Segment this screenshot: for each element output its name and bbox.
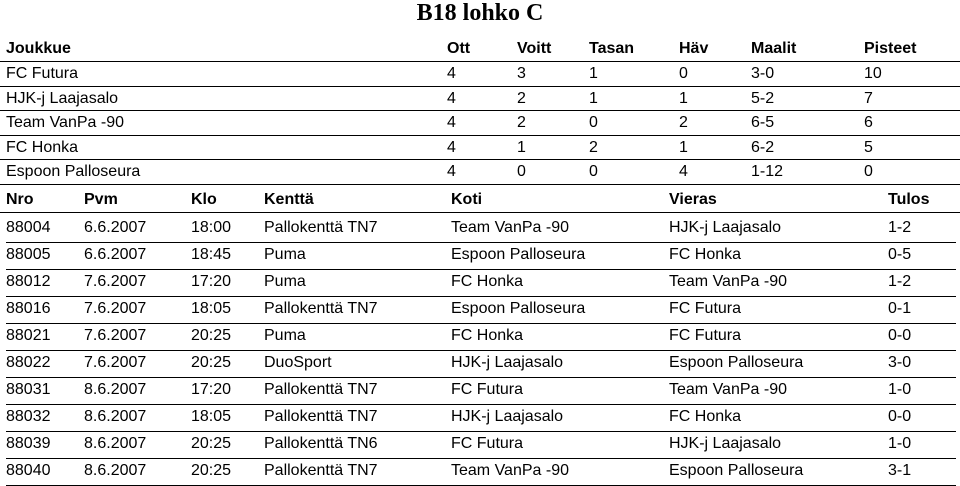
header-number: Nro xyxy=(6,191,34,208)
cell-points: 7 xyxy=(864,89,873,107)
header-time: Klo xyxy=(191,191,217,208)
cell-number: 88039 xyxy=(6,435,51,452)
cell-number: 88022 xyxy=(6,354,51,371)
cell-away: Espoon Palloseura xyxy=(669,354,804,371)
cell-home: Espoon Palloseura xyxy=(451,246,586,263)
table-row xyxy=(0,270,960,294)
cell-time: 20:25 xyxy=(191,327,232,344)
table-row xyxy=(0,111,960,135)
cell-time: 18:05 xyxy=(191,300,232,317)
cell-field: Pallokenttä TN7 xyxy=(264,300,378,317)
cell-team: Espoon Palloseura xyxy=(6,163,141,181)
cell-team: HJK-j Laajasalo xyxy=(6,89,119,107)
cell-number: 88040 xyxy=(6,462,51,479)
cell-wins: 1 xyxy=(517,138,526,156)
cell-draws: 0 xyxy=(589,114,598,132)
cell-played: 4 xyxy=(447,138,456,156)
cell-goals: 6-2 xyxy=(751,138,775,156)
cell-result: 0-5 xyxy=(888,246,912,263)
cell-losses: 4 xyxy=(679,163,688,181)
row-divider xyxy=(0,184,960,185)
cell-home: HJK-j Laajasalo xyxy=(451,408,564,425)
cell-time: 17:20 xyxy=(191,273,232,290)
cell-result: 1-2 xyxy=(888,219,912,236)
cell-field: Pallokenttä TN7 xyxy=(264,462,378,479)
cell-away: FC Honka xyxy=(669,246,742,263)
table-row xyxy=(0,351,960,375)
cell-played: 4 xyxy=(447,65,456,82)
cell-points: 10 xyxy=(864,65,882,82)
cell-draws: 1 xyxy=(589,89,598,107)
cell-wins: 2 xyxy=(517,89,526,107)
cell-goals: 5-2 xyxy=(751,89,775,107)
cell-home: Team VanPa -90 xyxy=(451,219,569,236)
cell-time: 20:25 xyxy=(191,435,232,452)
cell-wins: 3 xyxy=(517,65,526,82)
header-losses: Häv xyxy=(679,40,709,57)
cell-date: 7.6.2007 xyxy=(84,300,147,317)
cell-points: 6 xyxy=(864,114,873,132)
cell-time: 17:20 xyxy=(191,381,232,398)
cell-result: 0-0 xyxy=(888,327,912,344)
cell-goals: 1-12 xyxy=(751,163,784,181)
cell-team: FC Futura xyxy=(6,65,79,82)
cell-wins: 0 xyxy=(517,163,526,181)
cell-result: 3-1 xyxy=(888,462,912,479)
cell-time: 18:00 xyxy=(191,219,232,236)
cell-home: Espoon Palloseura xyxy=(451,300,586,317)
cell-number: 88016 xyxy=(6,300,51,317)
cell-date: 7.6.2007 xyxy=(84,273,147,290)
cell-away: HJK-j Laajasalo xyxy=(669,435,782,452)
cell-losses: 1 xyxy=(679,138,688,156)
cell-field: Pallokenttä TN7 xyxy=(264,381,378,398)
cell-result: 1-0 xyxy=(888,381,912,398)
cell-home: FC Futura xyxy=(451,381,524,398)
cell-wins: 2 xyxy=(517,114,526,132)
table-row xyxy=(0,87,960,111)
cell-result: 0-0 xyxy=(888,408,912,425)
cell-home: HJK-j Laajasalo xyxy=(451,354,564,371)
cell-home: FC Honka xyxy=(451,273,524,290)
cell-time: 18:45 xyxy=(191,246,232,263)
header-played: Ott xyxy=(447,40,471,57)
cell-number: 88032 xyxy=(6,408,51,425)
cell-played: 4 xyxy=(447,114,456,132)
cell-time: 20:25 xyxy=(191,462,232,479)
table-row xyxy=(0,62,960,86)
cell-home: FC Honka xyxy=(451,327,524,344)
cell-field: Pallokenttä TN7 xyxy=(264,219,378,236)
cell-time: 18:05 xyxy=(191,408,232,425)
cell-played: 4 xyxy=(447,163,456,181)
header-wins: Voitt xyxy=(517,40,552,57)
cell-away: Espoon Palloseura xyxy=(669,462,804,479)
cell-number: 88012 xyxy=(6,273,51,290)
cell-away: FC Honka xyxy=(669,408,742,425)
cell-played: 4 xyxy=(447,89,456,107)
cell-date: 7.6.2007 xyxy=(84,327,147,344)
header-goals: Maalit xyxy=(751,40,797,57)
cell-draws: 2 xyxy=(589,138,598,156)
cell-field: Puma xyxy=(264,246,306,263)
cell-away: Team VanPa -90 xyxy=(669,381,787,398)
table-row xyxy=(0,324,960,348)
table-row xyxy=(0,459,960,483)
cell-number: 88021 xyxy=(6,327,51,344)
cell-field: Puma xyxy=(264,327,306,344)
cell-draws: 1 xyxy=(589,65,598,82)
cell-losses: 2 xyxy=(679,114,688,132)
page-title: B18 lohko C xyxy=(416,0,544,26)
table-row xyxy=(0,136,960,160)
cell-team: FC Honka xyxy=(6,138,79,156)
matches-header xyxy=(0,188,960,212)
cell-field: DuoSport xyxy=(264,354,332,371)
cell-goals: 6-5 xyxy=(751,114,775,132)
cell-goals: 3-0 xyxy=(751,65,775,82)
cell-date: 8.6.2007 xyxy=(84,462,147,479)
cell-draws: 0 xyxy=(589,163,598,181)
cell-points: 5 xyxy=(864,138,873,156)
cell-field: Pallokenttä TN7 xyxy=(264,408,378,425)
table-row xyxy=(0,405,960,429)
cell-date: 7.6.2007 xyxy=(84,354,147,371)
table-row xyxy=(0,378,960,402)
cell-date: 8.6.2007 xyxy=(84,381,147,398)
cell-date: 8.6.2007 xyxy=(84,408,147,425)
cell-time: 20:25 xyxy=(191,354,232,371)
table-row xyxy=(0,243,960,267)
header-field: Kenttä xyxy=(264,191,314,208)
cell-losses: 0 xyxy=(679,65,688,82)
cell-date: 8.6.2007 xyxy=(84,435,147,452)
cell-home: FC Futura xyxy=(451,435,524,452)
cell-away: FC Futura xyxy=(669,327,742,344)
cell-result: 3-0 xyxy=(888,354,912,371)
header-home: Koti xyxy=(451,191,483,208)
cell-field: Pallokenttä TN6 xyxy=(264,435,378,452)
cell-number: 88004 xyxy=(6,219,51,236)
header-away: Vieras xyxy=(669,191,717,208)
cell-away: FC Futura xyxy=(669,300,742,317)
cell-away: HJK-j Laajasalo xyxy=(669,219,782,236)
header-points: Pisteet xyxy=(864,40,917,57)
cell-result: 1-0 xyxy=(888,435,912,452)
cell-home: Team VanPa -90 xyxy=(451,462,569,479)
cell-number: 88005 xyxy=(6,246,51,263)
table-row xyxy=(0,216,960,240)
cell-number: 88031 xyxy=(6,381,51,398)
cell-field: Puma xyxy=(264,273,306,290)
standings-header xyxy=(0,37,960,61)
cell-team: Team VanPa -90 xyxy=(6,114,124,132)
table-row xyxy=(0,297,960,321)
cell-away: Team VanPa -90 xyxy=(669,273,787,290)
header-result: Tulos xyxy=(888,191,930,208)
cell-result: 0-1 xyxy=(888,300,912,317)
cell-losses: 1 xyxy=(679,89,688,107)
cell-points: 0 xyxy=(864,163,873,181)
table-row xyxy=(0,160,960,184)
header-draws: Tasan xyxy=(589,40,635,57)
header-date: Pvm xyxy=(84,191,118,208)
table-row xyxy=(0,432,960,456)
cell-date: 6.6.2007 xyxy=(84,219,147,236)
cell-date: 6.6.2007 xyxy=(84,246,147,263)
matches-header-divider xyxy=(0,212,960,213)
cell-result: 1-2 xyxy=(888,273,912,290)
header-team: Joukkue xyxy=(6,40,71,57)
